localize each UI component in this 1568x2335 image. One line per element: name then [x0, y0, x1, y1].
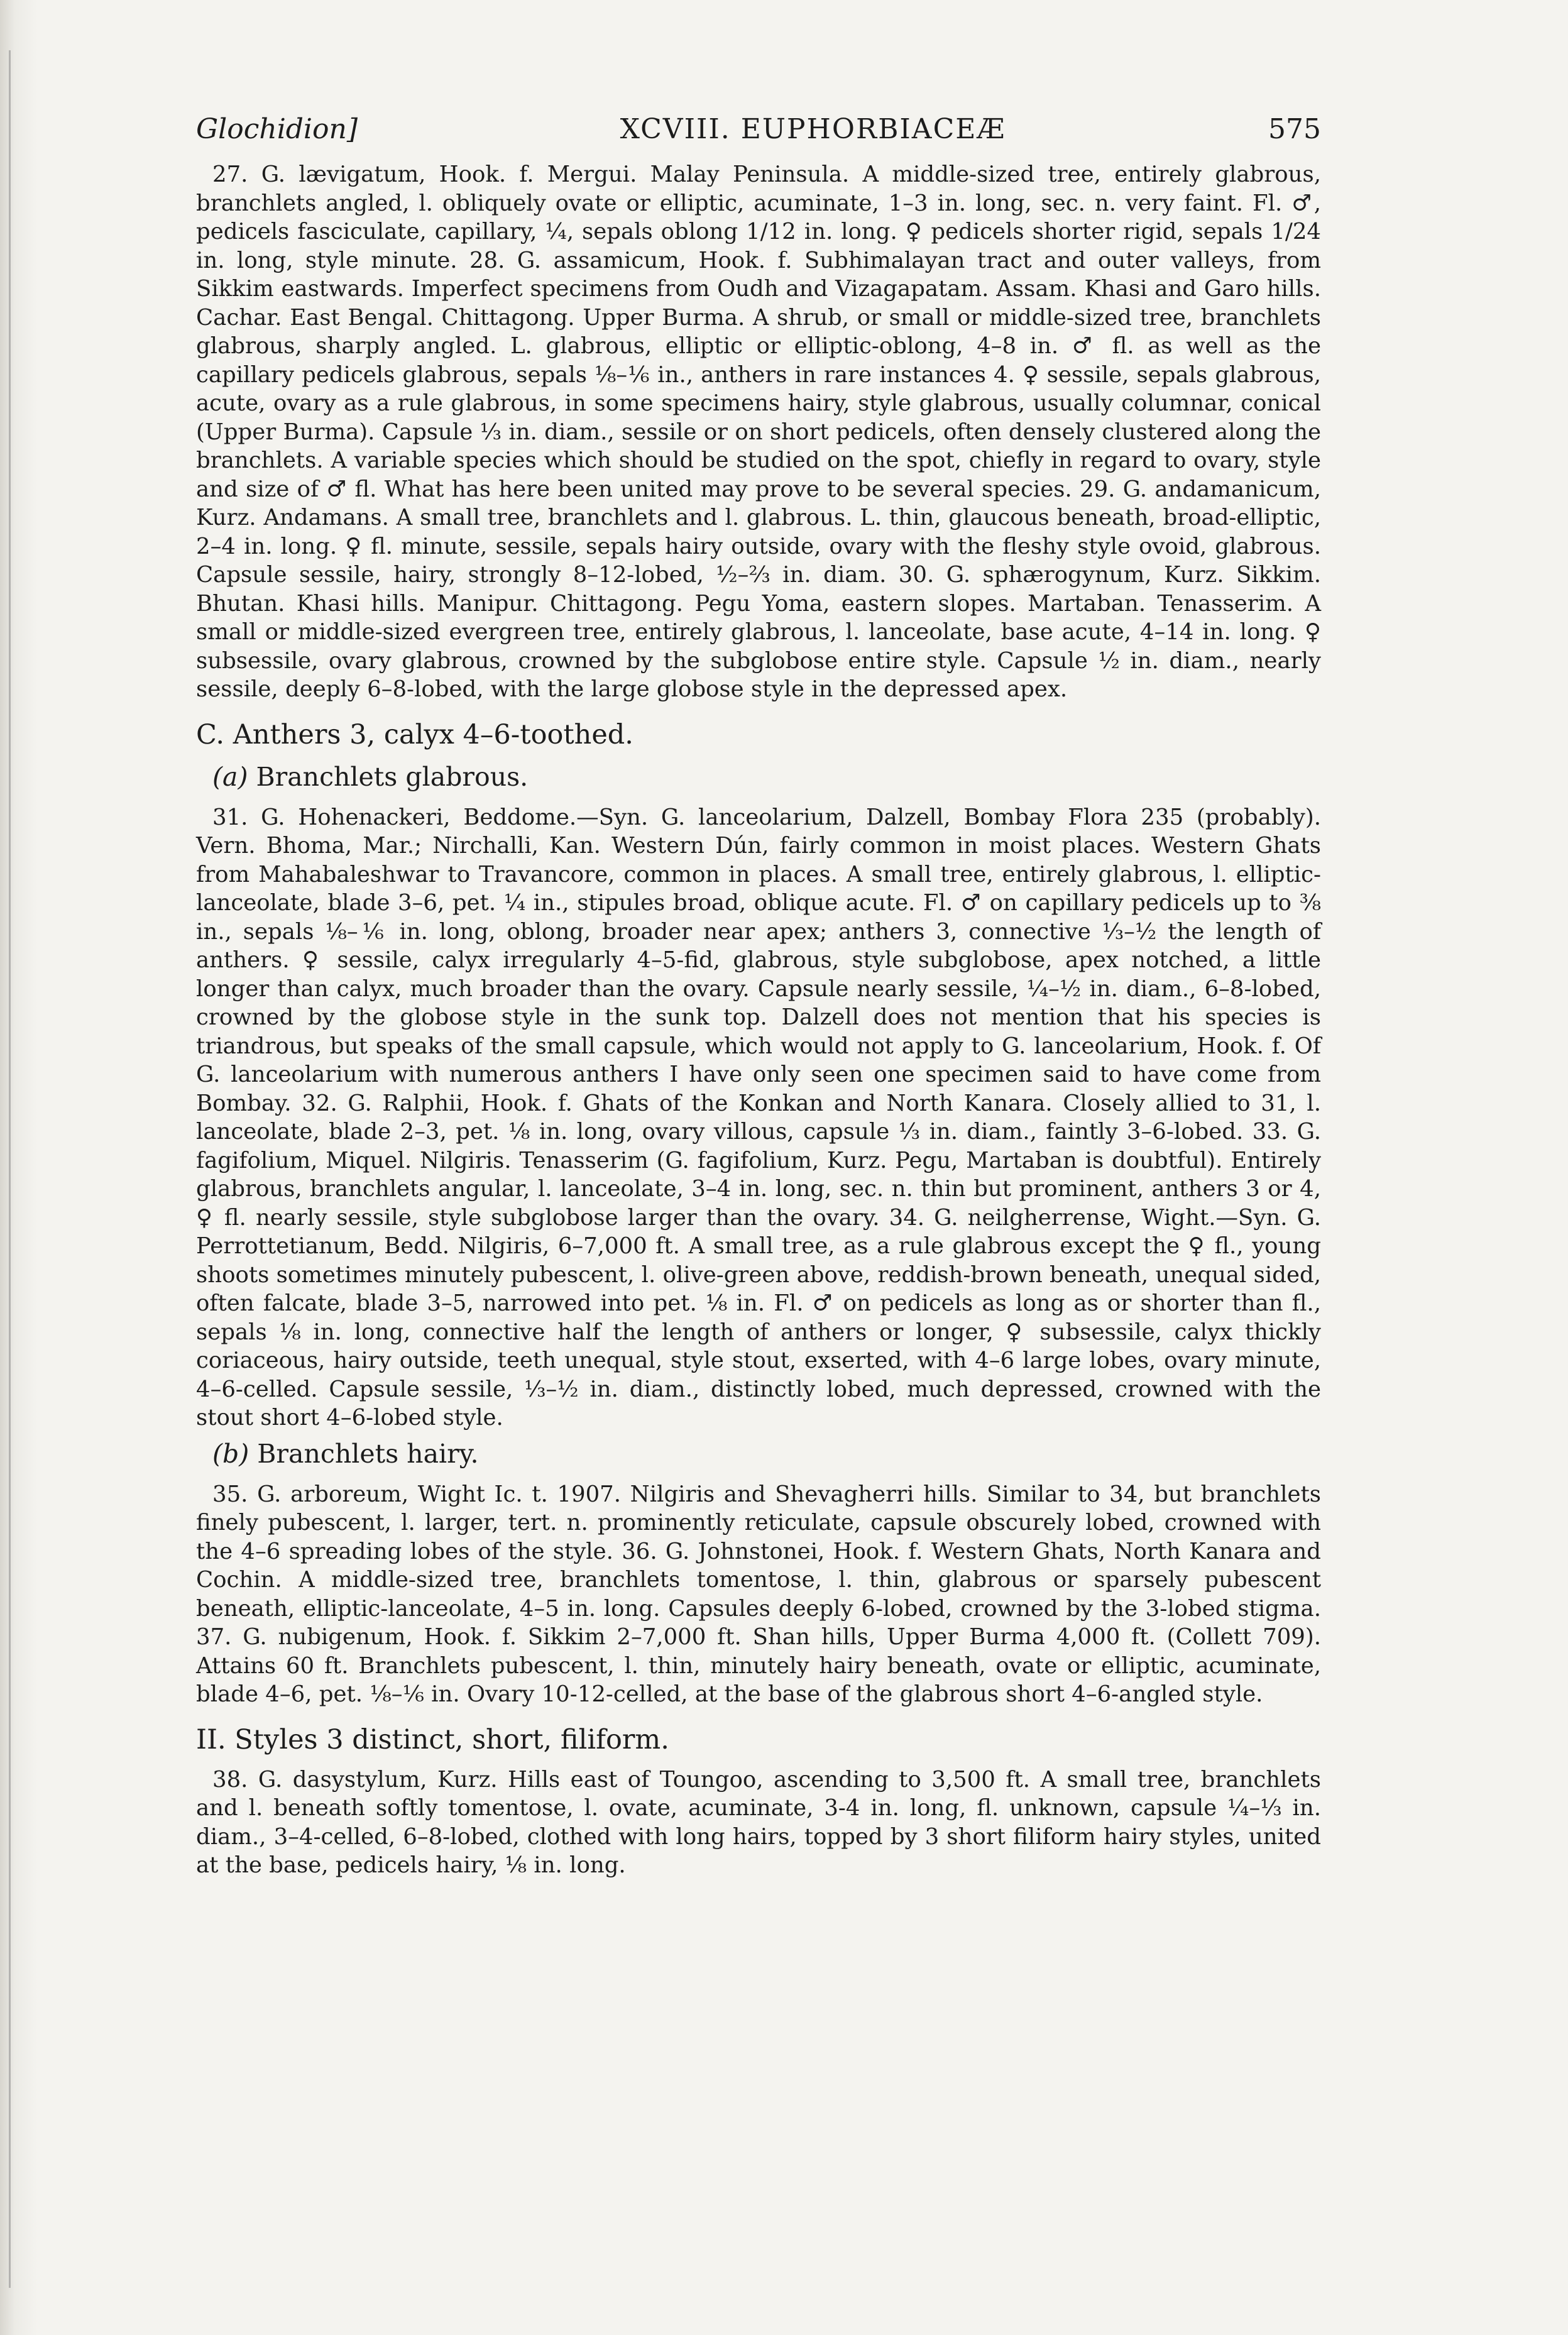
header-family: XCVIII. EUPHORBIACEÆ [620, 113, 1006, 145]
paragraph-species-27-30: 27. G. lævigatum, Hook. f. Mergui. Malay Peninsula. A middle-sized tree, entirely glabrous, branchlets angled, l. obliquely ovate or elliptic, acuminate, 1–3 in. long, sec. n. very faint. Fl. ♂, pedicels fasciculate, capillary, ¼, sepals oblong 1/12 in. long. ♀ pedicels shorter rigid, sepals 1/24 in. long, style minute. 28. G. assamicum, Hook. f. Subhimalayan tract and outer valleys, from Sikkim eastwards. Imperfect specimens from Oudh and Vizagapatam. Assam. Khasi and Garo hills. Cachar. East Bengal. Chittagong. Upper Burma. A shrub, or small or middle-sized tree, branchlets glabrous, sharply angled. L. glabrous, elliptic or elliptic-oblong, 4–8 in. ♂ fl. as well as the capillary pedicels glabrous, sepals ⅛–⅙ in., anthers in rare instances 4. ♀ sessile, sepals glabrous, acute, ovary as a rule glabrous, in some specimens hairy, style glabrous, usually columnar, conical (Upper Burma). Capsule ⅓ in. diam., sessile or on short pedicels, often densely clustered along the branchlets. A variable species which should be studied on the spot, chiefly in regard to ovary, style and size of ♂ fl. What has here been united may prove to be several species. 29. G. andamanicum, Kurz. Andamans. A small tree, branchlets and l. glabrous. L. thin, glaucous beneath, broad-elliptic, 2–4 in. long. ♀ fl. minute, sessile, sepals hairy outside, ovary with the fleshy style ovoid, glabrous. Capsule sessile, hairy, strongly 8–12-lobed, ½–⅔ in. diam. 30. G. sphærogynum, Kurz. Sikkim. Bhutan. Khasi hills. Manipur. Chittagong. Pegu Yoma, eastern slopes. Martaban. Tenasserim. A small or middle-sized evergreen tree, entirely glabrous, l. lanceolate, base acute, 4–14 in. long. ♀ subsessile, ovary glabrous, crowned by the subglobose entire style. Capsule ½ in. diam., nearly sessile, deeply 6–8-lobed, with the large globose style in the depressed apex. [196, 162, 1321, 702]
subsection-heading-a [212, 761, 1321, 793]
page-number: 575 [1268, 113, 1321, 145]
paragraph-species-38: 38. G. dasystylum, Kurz. Hills east of Toungoo, ascending to 3,500 ft. A small tree, branchlets and l. beneath softly tomentose, l. ovate, acuminate, 3-4 in. long, fl. unknown, capsule ¼–⅓ in. diam., 3–4-celled, 6–8-lobed, clothed with long hairs, topped by 3 short filiform hairy styles, united at the base, pedicels hairy, ⅛ in. long. [196, 1766, 1321, 1878]
subsection-a-text: Branchlets glabrous. [256, 761, 529, 792]
paragraph-species-31-34: 31. G. Hohenackeri, Beddome.—Syn. G. lanceolarium, Dalzell, Bombay Flora 235 (probably). Vern. Bhoma, Mar.; Nirchalli, Kan. Western Dún, fairly common in moist places. Western Ghats from Mahabaleshwar to Travancore, common in places. A small tree, entirely glabrous, l. elliptic-lanceolate, blade 3–6, pet. ¼ in., stipules broad, oblique acute. Fl. ♂ on capillary pedicels up to ⅜ in., sepals ⅛–⅙ in. long, oblong, broader near apex; anthers 3, connective ⅓–½ the length of anthers. ♀ sessile, calyx irregularly 4–5-fid, glabrous, style subglobose, apex notched, a little longer than calyx, much broader than the ovary. Capsule nearly sessile, ¼–½ in. diam., 6–8-lobed, crowned by the globose style in the sunk top. Dalzell does not mention that his species is triandrous, but speaks of the small capsule, which would not apply to G. lanceolarium, Hook. f. Of G. lanceolarium with numerous anthers I have only seen one specimen said to have come from Bombay. 32. G. Ralphii, Hook. f. Ghats of the Konkan and North Kanara. Closely allied to 31, l. lanceolate, blade 2–3, pet. ⅛ in. long, ovary villous, capsule ⅓ in. diam., faintly 3–6-lobed. 33. G. fagifolium, Miquel. Nilgiris. Tenasserim (G. fagifolium, Kurz. Pegu, Martaban is doubtful). Entirely glabrous, branchlets angular, l. lanceolate, 3–4 in. long, sec. n. thin but prominent, anthers 3 or 4, ♀ fl. nearly sessile, style subglobose larger than the ovary. 34. G. neilgherrense, Wight.—Syn. G. Perrottetianum, Bedd. Nilgiris, 6–7,000 ft. A small tree, as a rule glabrous except the ♀ fl., young shoots sometimes minutely pubescent, l. olive-green above, reddish-brown beneath, unequal sided, often falcate, blade 3–5, narrowed into pet. ⅛ in. Fl. ♂ on pedicels as long as or shorter than fl., sepals ⅛ in. long, connective half the length of anthers or longer, ♀ subsessile, calyx thickly coriaceous, hairy outside, teeth unequal, style stout, exserted, with 4–6 large lobes, ovary minute, 4–6-celled. Capsule sessile, ⅓–½ in. diam., distinctly lobed, much depressed, crowned with the stout short 4–6-lobed style. [196, 804, 1321, 1431]
subsection-b-label: (b) [212, 1438, 249, 1469]
subsection-b-text: Branchlets hairy. [257, 1438, 479, 1469]
running-header [196, 113, 1321, 145]
subsection-heading-b [212, 1437, 1321, 1470]
subsection-a-label: (a) [212, 761, 248, 792]
section-heading-ii: II. Styles 3 distinct, short, filiform. [196, 1723, 669, 1755]
section-heading-c: C. Anthers 3, calyx 4–6-toothed. [196, 718, 633, 750]
paragraph-species-35-37: 35. G. arboreum, Wight Ic. t. 1907. Nilgiris and Shevagherri hills. Similar to 34, but branchlets finely pubescent, l. larger, tert. n. prominently reticulate, capsule obscurely lobed, crowned with the 4–6 spreading lobes of the style. 36. G. Johnstonei, Hook. f. Western Ghats, North Kanara and Cochin. A middle-sized tree, branchlets tomentose, l. thin, glabrous or sparsely pubescent beneath, elliptic-lanceolate, 4–5 in. long. Capsules deeply 6-lobed, crowned by the 3-lobed stigma. 37. G. nubigenum, Hook. f. Sikkim 2–7,000 ft. Shan hills, Upper Burma 4,000 ft. (Collett 709). Attains 60 ft. Branchlets pubescent, l. thin, minutely hairy beneath, ovate or elliptic, acuminate, blade 4–6, pet. ⅛–⅙ in. Ovary 10-12-celled, at the base of the glabrous short 4–6-angled style. [196, 1481, 1321, 1707]
book-page [196, 113, 1321, 1880]
scan-binding-line [9, 50, 11, 2288]
header-genus: Glochidion] [196, 113, 358, 145]
scan-margin [0, 0, 38, 2335]
